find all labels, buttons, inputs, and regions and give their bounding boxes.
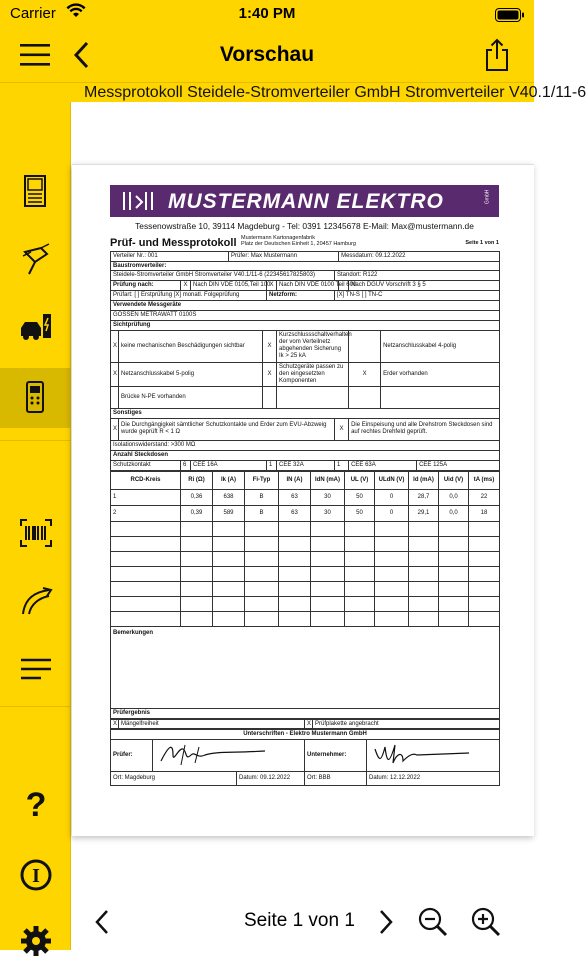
sicht-item-3: Netzanschlusskabel 4-polig <box>381 330 500 362</box>
curve-icon <box>19 586 53 616</box>
cee32-label: CEE 32A <box>277 460 335 470</box>
pruefung-option-1: Nach DIN VDE 0105,Teil 100 <box>191 281 267 291</box>
table-cell <box>311 551 345 566</box>
table-cell <box>439 611 469 626</box>
next-page-icon[interactable] <box>378 909 394 935</box>
table-cell <box>181 536 213 551</box>
signature-image <box>369 741 479 767</box>
sicht-item-6: Erder vorhanden <box>381 362 500 387</box>
sicht-item-1: keine mechanischen Beschädigungen sichtbar <box>119 330 263 362</box>
col-header: Ik (A) <box>213 471 245 489</box>
table-cell: 0,36 <box>181 489 213 505</box>
table-cell: 0 <box>375 505 409 521</box>
sicht-item-4: Netzanschlusskabel 5-polig <box>119 362 263 387</box>
table-cell <box>213 521 245 536</box>
rcd-header-row <box>111 471 500 489</box>
table-cell <box>469 581 500 596</box>
table-cell <box>213 581 245 596</box>
table-cell <box>469 596 500 611</box>
table-row <box>111 489 500 505</box>
table-cell <box>345 611 375 626</box>
table-row-empty <box>111 536 500 551</box>
sidebar-item-barcode[interactable] <box>0 506 71 562</box>
table-cell: 0 <box>375 489 409 505</box>
ort-2: Ort: BBB <box>305 772 367 786</box>
protocol-document <box>110 185 499 786</box>
sidebar-item-distribution[interactable] <box>0 162 71 218</box>
table-cell: 2 <box>111 505 181 521</box>
table-cell <box>245 521 279 536</box>
protocol-table <box>110 251 500 471</box>
sidebar-item-charging[interactable] <box>0 298 71 354</box>
table-cell <box>375 596 409 611</box>
table-cell: 50 <box>345 505 375 521</box>
sidebar-item-settings[interactable] <box>0 912 71 968</box>
check-mark: X <box>349 362 381 387</box>
sidebar-item-list[interactable] <box>0 642 71 698</box>
check-empty <box>263 387 277 409</box>
tester-icon <box>19 242 53 276</box>
section-baustromverteiler: Baustromverteiler: <box>111 261 500 271</box>
table-cell: 50 <box>345 489 375 505</box>
table-cell: 29,1 <box>409 505 439 521</box>
table-cell <box>245 596 279 611</box>
table-cell: 28,7 <box>409 489 439 505</box>
company-address: Tessenowstraße 10, 39114 Magdeburg - Tel: 0391 12345678 E-Mail: Max@mustermann.de <box>135 221 474 231</box>
isolationswiderstand: Isolationswiderstand: >300 MΩ <box>111 440 500 450</box>
customer-street: Platz der Deutschen Einheit 1, 20457 Hamburg <box>241 240 356 247</box>
table-cell <box>439 581 469 596</box>
table-row-empty <box>111 551 500 566</box>
navigation-bar <box>0 30 534 82</box>
table-cell <box>409 596 439 611</box>
table-cell <box>409 521 439 536</box>
check-mark: X <box>181 281 191 291</box>
list-icon <box>19 654 53 684</box>
col-header: ULdN (V) <box>375 471 409 489</box>
sidebar-divider <box>0 440 71 441</box>
table-cell <box>213 551 245 566</box>
table-cell: 0,39 <box>181 505 213 521</box>
section-sonstiges: Sonstiges <box>111 409 500 419</box>
table-cell: 22 <box>469 489 500 505</box>
table-cell <box>245 611 279 626</box>
table-cell <box>311 566 345 581</box>
check-empty <box>349 330 381 362</box>
sidebar-item-info[interactable] <box>0 846 71 902</box>
document-subtitle-bar <box>0 82 586 102</box>
table-cell <box>279 536 311 551</box>
col-header: tA (ms) <box>469 471 500 489</box>
col-header: IdN (mA) <box>311 471 345 489</box>
table-cell: 63 <box>279 489 311 505</box>
col-header: IN (A) <box>279 471 311 489</box>
table-cell <box>345 551 375 566</box>
page-toolbar <box>72 880 534 950</box>
sidebar-divider <box>0 706 71 707</box>
table-cell <box>279 611 311 626</box>
table-cell <box>439 551 469 566</box>
table-cell <box>279 596 311 611</box>
check-empty <box>111 387 119 409</box>
protocol-heading: Prüf- und Messprotokoll <box>110 236 237 249</box>
datum-2: Datum: 12.12.2022 <box>367 772 500 786</box>
customer-address <box>241 235 356 248</box>
check-mark: X <box>263 330 277 362</box>
table-cell <box>213 536 245 551</box>
logo-text: MUSTERMANN ELEKTRO <box>168 190 444 213</box>
table-cell: B <box>245 505 279 521</box>
status-bar <box>0 0 534 30</box>
check-mark: X <box>305 719 313 729</box>
pruefer-name: Prüfer: Max Mustermann <box>229 251 339 261</box>
check-empty <box>349 387 381 409</box>
pruefer-signature <box>153 740 305 772</box>
table-cell <box>245 536 279 551</box>
check-mark: X <box>111 719 119 729</box>
table-cell: 63 <box>279 505 311 521</box>
vehicle-charging-icon <box>19 310 53 344</box>
messdatum: Messdatum: 09.12.2022 <box>339 251 500 261</box>
help-icon <box>19 786 53 822</box>
table-row <box>111 505 500 521</box>
pruefung-option-2: Nach DIN VDE 0100 Teil 600 <box>277 281 339 291</box>
device-icon <box>19 380 51 416</box>
pruefung-option-3: Nach DGUV Vorschrift 3 § 5 <box>349 281 500 291</box>
table-cell <box>469 521 500 536</box>
section-steckdosen: Anzahl Steckdosen <box>111 450 500 460</box>
section-messgeraete: Verwendete Messgeräte <box>111 301 500 311</box>
sidebar-item-curve[interactable] <box>0 574 71 630</box>
table-cell <box>245 566 279 581</box>
table-cell: B <box>245 489 279 505</box>
table-cell: 638 <box>213 489 245 505</box>
table-cell <box>181 551 213 566</box>
table-cell <box>375 536 409 551</box>
signature-table <box>110 729 500 786</box>
table-row-empty <box>111 581 500 596</box>
cee16-count: 1 <box>267 460 277 470</box>
col-header: Id (mA) <box>409 471 439 489</box>
table-cell <box>409 611 439 626</box>
sicht-item-2: Kurzschlussschaltverhalten der vom Verteilnetz abgehenden Sicherung Ik > 25 kA <box>277 330 349 362</box>
sidebar-item-tester[interactable] <box>0 230 71 286</box>
table-cell <box>111 566 181 581</box>
table-cell <box>469 551 500 566</box>
unternehmer-signature-label: Unternehmer: <box>305 740 367 772</box>
previous-page-icon[interactable] <box>94 909 110 935</box>
svg-text:I: I <box>32 865 40 887</box>
section-sichtpruefung: Sichtprüfung <box>111 320 500 330</box>
table-cell <box>439 566 469 581</box>
table-cell <box>439 596 469 611</box>
cee32-count: 1 <box>335 460 349 470</box>
col-header: RCD-Kreis <box>111 471 181 489</box>
table-cell <box>111 596 181 611</box>
ergebnis-item-1: Mängelfreiheit <box>119 719 305 729</box>
verteiler-nr: Verteiler Nr.: 001 <box>111 251 229 261</box>
datum-1: Datum: 09.12.2022 <box>237 772 305 786</box>
col-header: Fi-Typ <box>245 471 279 489</box>
table-cell <box>375 581 409 596</box>
svg-text:?: ? <box>25 786 47 824</box>
check-mark: X <box>335 418 349 440</box>
status-time: 1:40 PM <box>238 5 296 22</box>
table-cell <box>181 521 213 536</box>
table-cell <box>181 611 213 626</box>
table-cell <box>311 611 345 626</box>
pdf-viewer[interactable] <box>72 102 534 880</box>
table-cell <box>111 581 181 596</box>
page-indicator: Seite 1 von 1 <box>244 910 355 931</box>
doc-page-number: Seite 1 von 1 <box>465 239 499 246</box>
sonstiges-item-2: Die Einspeisung und alle Drehstrom Steckdosen sind auf rechtes Drehfeld geprüft. <box>349 418 500 440</box>
table-cell: 0,0 <box>439 505 469 521</box>
col-header: Ri (Ω) <box>181 471 213 489</box>
empty-cell <box>277 387 349 409</box>
table-cell <box>279 551 311 566</box>
table-cell <box>375 521 409 536</box>
table-cell: 18 <box>469 505 500 521</box>
document-page <box>72 164 534 836</box>
table-cell <box>409 566 439 581</box>
table-cell <box>409 581 439 596</box>
table-row-empty <box>111 611 500 626</box>
table-cell: 589 <box>213 505 245 521</box>
standort: Standort: R122 <box>335 271 500 281</box>
table-cell <box>111 551 181 566</box>
table-row-empty <box>111 521 500 536</box>
check-mark: X <box>267 281 277 291</box>
distribution-panel-icon <box>19 174 51 208</box>
check-mark: X <box>111 418 119 440</box>
schutzkontakt-label: Schutzkontakt <box>111 460 181 470</box>
table-cell <box>181 596 213 611</box>
sidebar <box>0 102 71 950</box>
table-cell <box>345 596 375 611</box>
result-table <box>110 719 500 730</box>
cee16-label: CEE 16A <box>191 460 267 470</box>
table-cell <box>469 611 500 626</box>
pruefart: Prüfart: [ ] Erstprüfung [X] monatl. Folgeprüfung <box>111 291 267 301</box>
table-cell <box>245 551 279 566</box>
table-cell <box>311 536 345 551</box>
customer-name: Mustermann Kartonagenfabrik <box>241 234 315 241</box>
table-cell <box>279 566 311 581</box>
battery-icon <box>495 8 525 22</box>
table-cell <box>279 581 311 596</box>
info-icon <box>19 858 53 892</box>
table-cell: 0,0 <box>439 489 469 505</box>
table-cell <box>409 536 439 551</box>
table-row-empty <box>111 566 500 581</box>
signature-image <box>155 741 275 767</box>
sicht-item-7: Brücke N-PE vorhanden <box>119 387 263 409</box>
table-cell <box>213 611 245 626</box>
pruefung-nach-label: Prüfung nach: <box>111 281 181 291</box>
unternehmer-signature <box>367 740 500 772</box>
messgeraet-value: GOSSEN METRAWATT 0100S <box>111 311 500 321</box>
section-pruefergebnis: Prüfergebnis <box>111 708 500 718</box>
table-cell <box>345 566 375 581</box>
table-cell <box>375 566 409 581</box>
netzform-label: Netzform: <box>267 291 335 301</box>
table-cell <box>345 581 375 596</box>
ort-1: Ort: Magdeburg <box>111 772 237 786</box>
check-mark: X <box>263 362 277 387</box>
sonstiges-item-1: Die Durchgängigkeit sämtlicher Schutzkontakte und Erder zum EVU-Abzweig wurde geprüft R < 1 Ω <box>119 418 335 440</box>
section-bemerkungen: Bemerkungen <box>111 626 500 708</box>
barcode-icon <box>19 518 53 548</box>
protocol-header <box>110 235 499 251</box>
table-cell <box>213 596 245 611</box>
table-cell <box>311 596 345 611</box>
page-title: Vorschau <box>219 43 315 66</box>
table-cell <box>111 611 181 626</box>
table-cell <box>345 536 375 551</box>
table-cell <box>245 581 279 596</box>
col-header: Uid (V) <box>439 471 469 489</box>
table-cell <box>409 551 439 566</box>
check-mark: X <box>111 362 119 387</box>
sidebar-item-help[interactable] <box>0 774 71 830</box>
cee125-label: CEE 125A <box>417 460 500 470</box>
table-cell <box>375 611 409 626</box>
col-header: UL (V) <box>345 471 375 489</box>
zoom-out-icon[interactable] <box>418 907 448 937</box>
logo-mark-icon <box>120 188 156 214</box>
table-cell: 30 <box>311 505 345 521</box>
company-logo <box>110 185 499 217</box>
share-icon[interactable] <box>484 38 510 72</box>
table-cell <box>469 566 500 581</box>
table-cell <box>111 521 181 536</box>
check-mark: X <box>111 330 119 362</box>
netzform-values: [X] TN-S [ ] TN-C <box>335 291 500 301</box>
baustromverteiler-value: Steidele-Stromverteiler GmbH Stromverteiler V40.1/11-6 (22345617825803) <box>111 271 335 281</box>
logo-gmbh: GmbH <box>483 189 490 205</box>
table-row-empty <box>111 596 500 611</box>
table-cell <box>311 521 345 536</box>
table-cell <box>439 521 469 536</box>
document-subtitle: Messprotokoll Steidele-Stromverteiler GmbH Stromverteiler V40.1/11-6 <box>84 84 586 101</box>
table-cell <box>345 521 375 536</box>
table-cell <box>181 581 213 596</box>
table-cell <box>311 581 345 596</box>
ergebnis-item-2: Prüfplakette angebracht <box>313 719 500 729</box>
carrier-label: Carrier <box>10 5 56 22</box>
schutzkontakt-count: 6 <box>181 460 191 470</box>
table-cell <box>111 536 181 551</box>
pruefer-signature-label: Prüfer: <box>111 740 153 772</box>
table-cell <box>375 551 409 566</box>
empty-rows <box>111 521 500 626</box>
empty-cell <box>381 387 500 409</box>
table-cell <box>279 521 311 536</box>
table-cell <box>181 566 213 581</box>
settings-icon <box>19 924 53 958</box>
sicht-item-5: Schutzgeräte passen zu den eingesetzten Komponenten <box>277 362 349 387</box>
zoom-in-icon[interactable] <box>471 907 501 937</box>
rcd-table <box>110 471 500 719</box>
cee63-label: CEE 63A <box>349 460 417 470</box>
sidebar-item-device[interactable] <box>0 368 71 428</box>
table-cell: 1 <box>111 489 181 505</box>
table-cell <box>439 536 469 551</box>
table-cell <box>213 566 245 581</box>
table-cell <box>469 536 500 551</box>
signatures-heading: Unterschriften - Elektro Mustermann GmbH <box>111 730 500 740</box>
table-cell: 30 <box>311 489 345 505</box>
